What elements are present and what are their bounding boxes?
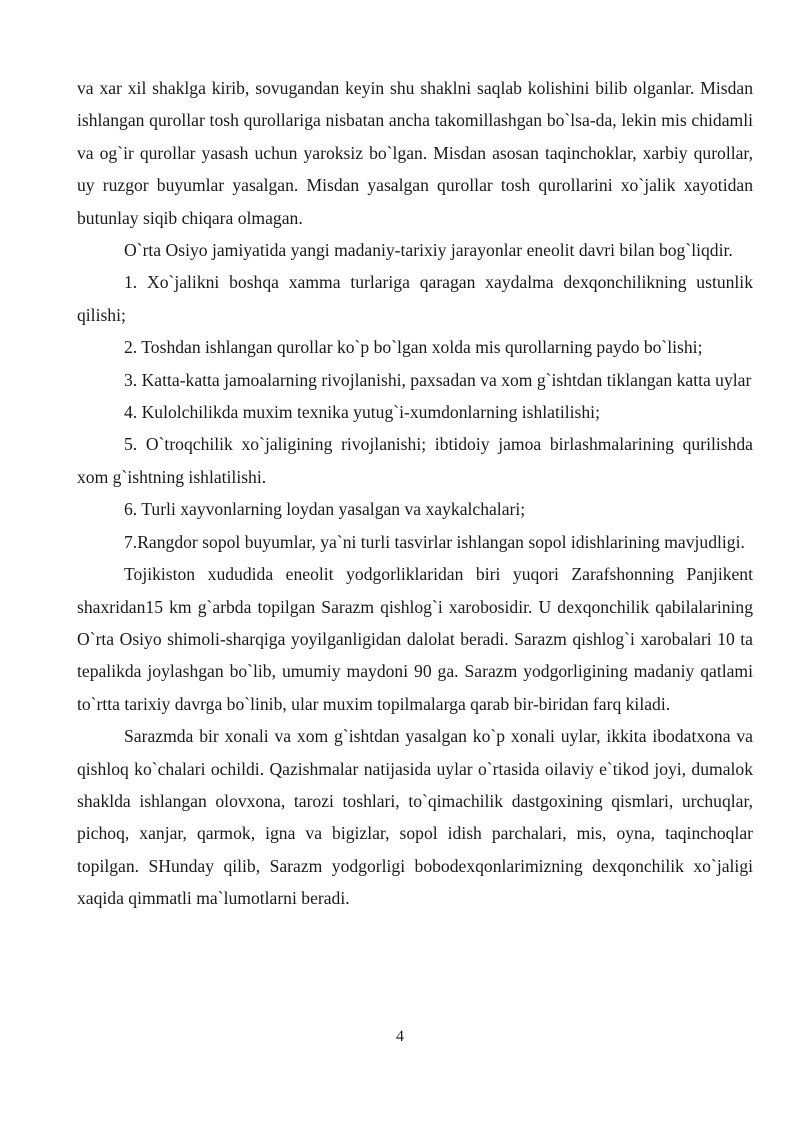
paragraph-intro: O`rta Osiyo jamiyatida yangi madaniy-tarixiy jarayonlar eneolit davri bilan bog`liqdir. (124, 240, 733, 261)
list-item-4: 4. Kulolchilikda muxim texnika yutug`i-xumdonlarning ishlatilishi; (124, 402, 600, 423)
list-item-2: 2. Toshdan ishlangan qurollar ko`p bo`lgan xolda mis qurollarning paydo bo`lishi; (124, 337, 703, 358)
paragraph-sarazm-finds: Sarazmda bir xonali va xom g`ishtdan yasalgan ko`p xonali uylar, ikkita ibodatxona va qishloq ko`chalari ochildi. Qazishmalar natijasida uylar o`rtasida oilaviy e`tikod joyi, dumalok shaklda ishlangan olovxona, tarozi toshlari, to`qimachilik dastgoxining qismlari, urchuqlar, pichoq, xanjar, qarmok, igna va bigizlar, sopol idish parchalari, mis, oyna, taqinchoqlar topilgan. SHunday qilib, Sarazm yodgorligi bobodexqonlarimizning dexqonchilik xo`jaligi xaqida qimmatli ma`lumotlarni beradi. (77, 726, 753, 909)
paragraph-continuation: va xar xil shaklga kirib, sovugandan keyin shu shaklni saqlab kolishini bilib olganlar. Misdan ishlangan qurollar tosh qurollariga nisbatan ancha takomillashgan bo`lsa-da, lekin mis chidamli va og`ir qurollar yasash uchun yaroksiz bo`lgan. Misdan asosan taqinchoklar, xarbiy qurollar, uy ruzgor buyumlar yasalgan. Misdan yasalgan qurollar tosh qurollarini xo`jalik xayotidan butunlay siqib chiqara olmagan. (77, 78, 753, 228)
list-item-3: 3. Katta-katta jamoalarning rivojlanishi, paxsadan va xom g`ishtdan tiklangan katta uylar (124, 369, 752, 390)
list-item-6: 6. Turli xayvonlarning loydan yasalgan va xaykalchalari; (124, 499, 526, 520)
page-number: 4 (396, 1028, 404, 1045)
list-item-5: 5. O`troqchilik xo`jaligining rivojlanishi; ibtidoiy jamoa birlashmalarining qurilishda xom g`ishtning ishlatilishi. (77, 434, 753, 487)
list-item-1: 1. Xo`jalikni boshqa xamma turlariga qaragan xaydalma dexqonchilikning ustunlik qilishi; (77, 272, 753, 325)
paragraph-sarazm-location: Tojikiston xududida eneolit yodgorliklaridan biri yuqori Zarafshonning Panjikent shaxridan15 km g`arbda topilgan Sarazm qishlog`i xarobosidir. U dexqonchilik qabilalarining O`rta Osiyo shimoli-sharqiga yoyilganligidan dalolat beradi. Sarazm qishlog`i xarobalari 10 ta tepalikda joylashgan bo`lib, umumiy maydoni 90 ga. Sarazm yodgorligining madaniy qatlami to`rtta tarixiy davrga bo`linib, ular muxim topilmalarga qarab bir-biridan farq kiladi. (77, 564, 753, 714)
document-body (77, 72, 753, 915)
list-item-7: 7.Rangdor sopol buyumlar, ya`ni turli tasvirlar ishlangan sopol idishlarining mavjudligi. (124, 531, 745, 552)
